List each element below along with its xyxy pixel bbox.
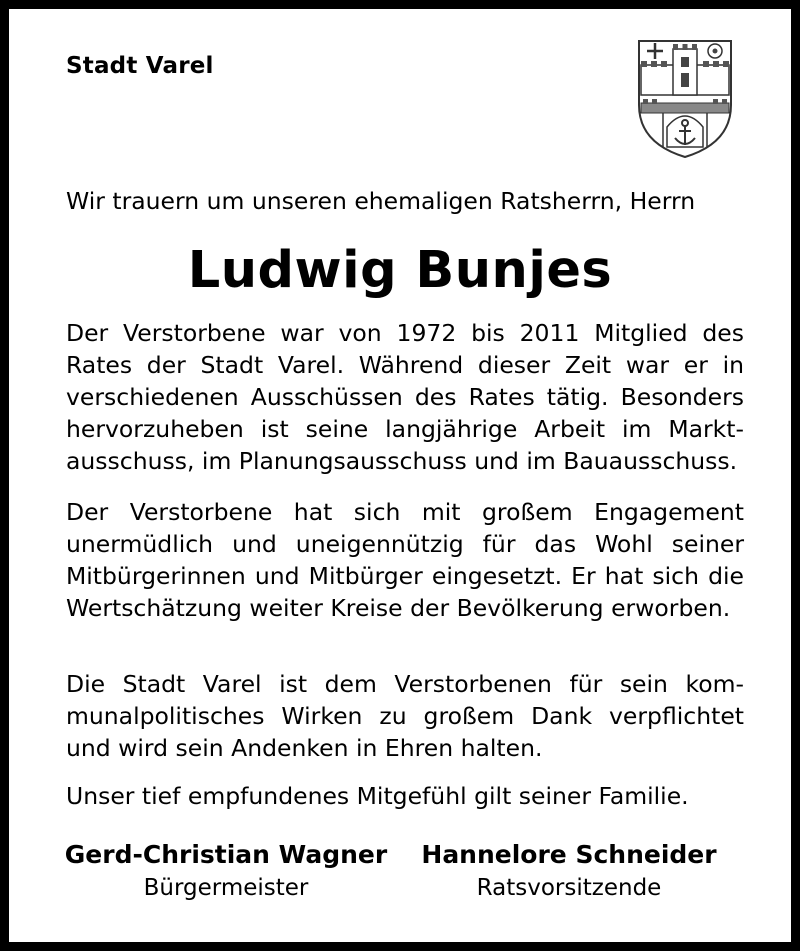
signature-name: Hannelore Schneider (421, 840, 717, 869)
paragraph-gratitude: Die Stadt Varel ist dem Verstorbenen für sein kommunalpolitisches Wirken zu großem Dank verpflichtet und wird sein Andenken in Ehren halten. (66, 670, 744, 762)
signature-mayor (61, 838, 391, 904)
coat-of-arms-icon (635, 35, 735, 161)
signature-name: Gerd-Christian Wagner (64, 840, 388, 869)
organization-name: Stadt Varel (66, 53, 214, 79)
paragraph-engagement: Der Verstorbene hat sich mit großem Engagement unermüdlich und uneigennützig für das Wohl seiner Mitbürgerinnen und Mitbürger eingesetzt. Er hat sich die Wertschätzung weiter Kreise der Bevölkerung erworben. (66, 498, 744, 622)
signature-role: Ratsvorsitzende (476, 875, 662, 901)
paragraph-condolence: Unser tief empfundenes Mitgefühl gilt seiner Familie. (66, 782, 689, 810)
signature-role: Bürgermeister (143, 875, 309, 901)
intro-text: Wir trauern um unseren ehemaligen Ratsherrn, Herrn (66, 187, 696, 215)
paragraph-career: Der Verstorbene war von 1972 bis 2011 Mitglied des Rates der Stadt Varel. Während dieser Zeit war er in verschiedenen Ausschüssen des Rates tätig. Besonders hervorzuheben ist seine langjährige Arbeit im Marktausschuss, im Planungsausschuss und im Bauausschuss. (66, 319, 744, 475)
signature-council-chair (409, 838, 729, 904)
deceased-name: Ludwig Bunjes (187, 241, 613, 300)
